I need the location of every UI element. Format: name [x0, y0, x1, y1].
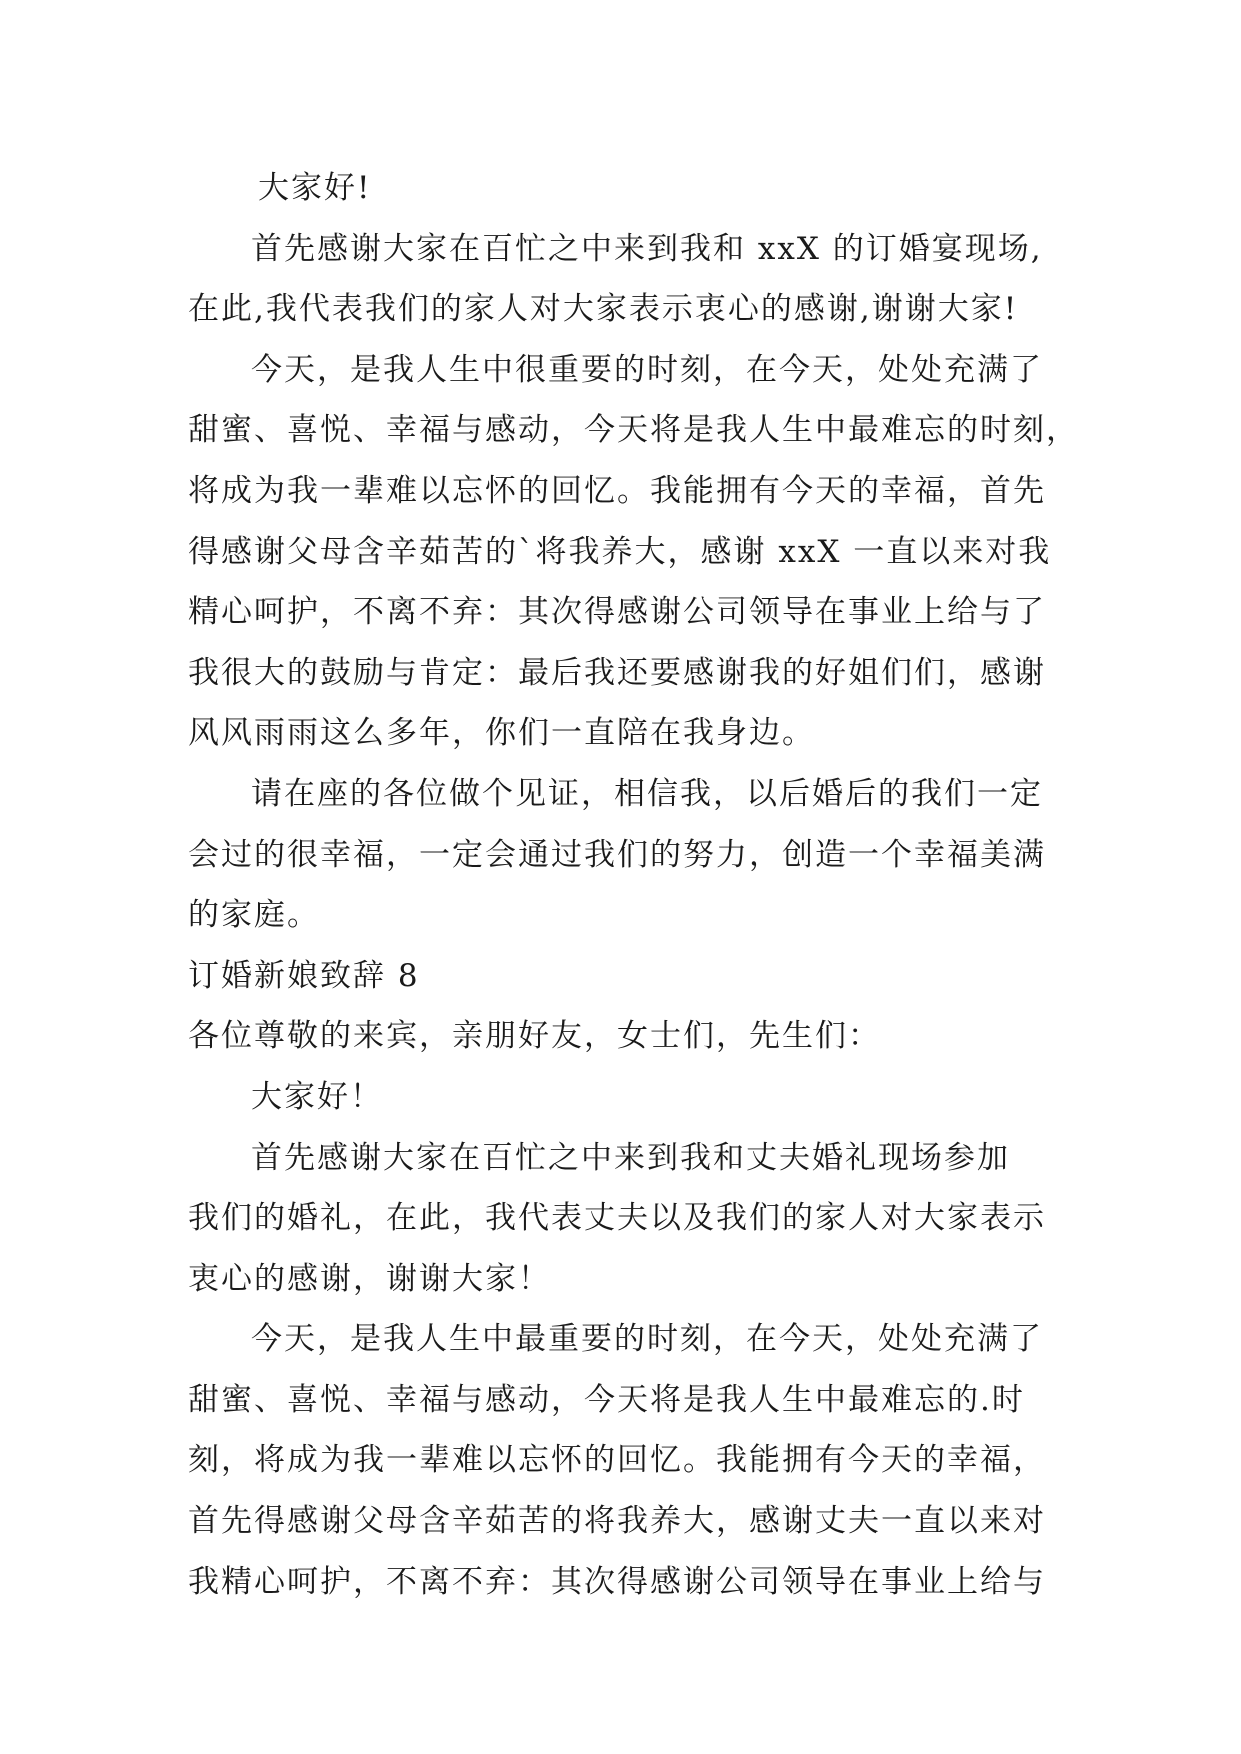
paragraph-line: 首先感谢大家在百忙之中来到我和 xxX 的订婚宴现场,: [251, 230, 1043, 267]
paragraph-line: 首先得感谢父母含辛茹苦的将我养大，感谢丈夫一直以来对: [188, 1503, 1046, 1540]
paragraph-line: 首先感谢大家在百忙之中来到我和丈夫婚礼现场参加: [251, 1139, 1010, 1176]
paragraph-line: 在此,我代表我们的家人对大家表示衷心的感谢,谢谢大家!: [188, 291, 1019, 328]
paragraph-line: 衷心的感谢，谢谢大家！: [188, 1260, 551, 1297]
paragraph-line: 甜蜜、喜悦、幸福与感动，今天将是我人生中最难忘的.时: [188, 1381, 1025, 1418]
paragraph-line: 的家庭。: [188, 897, 320, 934]
greeting-line: 大家好！: [251, 1078, 383, 1115]
paragraph-line: 风风雨雨这么多年，你们一直陪在我身边。: [188, 715, 815, 752]
section-heading: 订婚新娘致辞 8: [188, 957, 420, 994]
paragraph-line: 我们的婚礼，在此，我代表丈夫以及我们的家人对大家表示: [188, 1200, 1046, 1237]
document-body: [188, 158, 1079, 1612]
paragraph-line: 今天，是我人生中很重要的时刻，在今天，处处充满了: [251, 351, 1043, 388]
paragraph-line: 刻，将成为我一辈难以忘怀的回忆。我能拥有今天的幸福，: [188, 1442, 1046, 1479]
paragraph-line: 将成为我一辈难以忘怀的回忆。我能拥有今天的幸福，首先: [188, 472, 1046, 509]
paragraph-line: 我很大的鼓励与肯定：最后我还要感谢我的好姐们们，感谢: [188, 654, 1046, 691]
greeting-line: 大家好!: [258, 170, 372, 206]
paragraph-line: 甜蜜、喜悦、幸福与感动，今天将是我人生中最难忘的时刻，: [188, 412, 1079, 449]
paragraph-line: 会过的很幸福，一定会通过我们的努力，创造一个幸福美满: [188, 836, 1046, 873]
paragraph-line: 今天，是我人生中最重要的时刻，在今天，处处充满了: [251, 1321, 1043, 1358]
paragraph-line: 请在座的各位做个见证，相信我，以后婚后的我们一定: [251, 775, 1043, 812]
salutation-line: 各位尊敬的来宾，亲朋好友，女士们，先生们：: [188, 1018, 881, 1055]
paragraph-line: 得感谢父母含辛茹苦的`将我养大，感谢 xxX 一直以来对我: [188, 533, 1052, 570]
paragraph-line: 我精心呵护，不离不弃：其次得感谢公司领导在事业上给与: [188, 1563, 1046, 1600]
paragraph-line: 精心呵护，不离不弃：其次得感谢公司领导在事业上给与了: [188, 594, 1046, 631]
